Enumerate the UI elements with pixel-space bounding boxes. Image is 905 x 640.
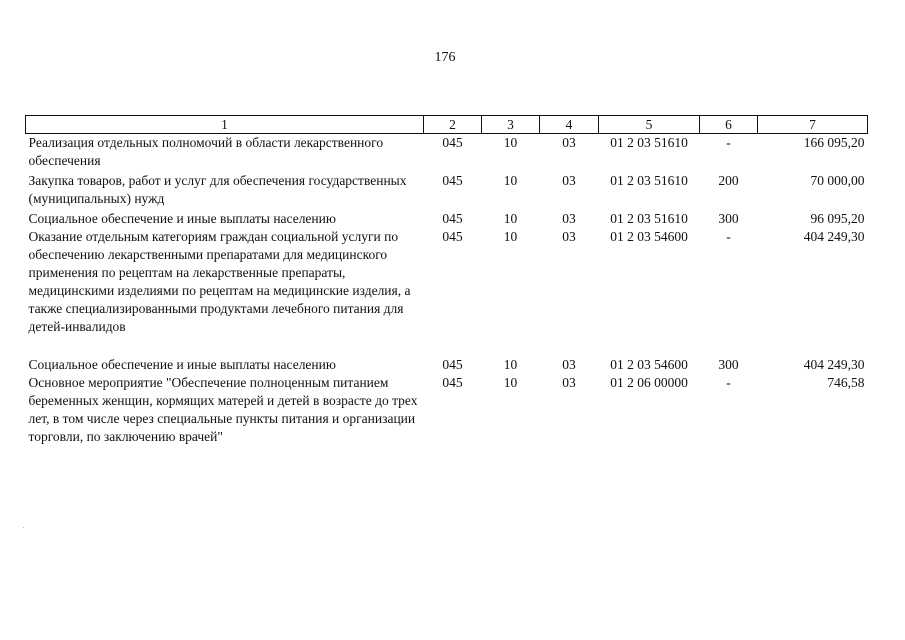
row-col4: 03 xyxy=(562,357,576,372)
row-name: Реализация отдельных полномочий в области лекарственного обеспечения xyxy=(28,135,384,168)
row-name: Закупка товаров, работ и услуг для обеспечения государственных (муниципальных) нужд xyxy=(28,173,407,206)
row-col6: 200 xyxy=(718,173,739,188)
scan-speck xyxy=(23,527,24,528)
row-col5: 01 2 03 54600 xyxy=(610,229,688,244)
row-amount: 746,58 xyxy=(827,375,865,390)
row-col5: 01 2 03 54600 xyxy=(610,357,688,372)
row-name: Оказание отдельным категориям граждан социальной услуги по обеспечению лекарственными препаратами для медицинского применения по рецептам на лекарственные препараты, медицинскими изделиями по рецептам на медицинские изделия, а также специализированными продуктами лечебного питания для детей-инвалидов xyxy=(28,229,411,334)
row-amount: 166 095,20 xyxy=(803,135,865,150)
row-col3: 10 xyxy=(503,357,518,372)
row-col5: 01 2 06 00000 xyxy=(610,375,688,390)
row-col5: 01 2 03 51610 xyxy=(610,211,688,226)
header-col-7: 7 xyxy=(758,116,868,134)
header-col-1: 1 xyxy=(26,116,424,134)
row-col4: 03 xyxy=(562,173,576,188)
row-col6: 300 xyxy=(718,211,739,226)
row-name: Социальное обеспечение и иные выплаты населению xyxy=(28,211,336,226)
row-col6: - xyxy=(726,229,731,244)
row-col3: 10 xyxy=(503,135,518,150)
table-row xyxy=(26,374,868,446)
row-name: Социальное обеспечение и иные выплаты населению xyxy=(28,357,336,372)
header-col-2: 2 xyxy=(424,116,482,134)
row-amount: 404 249,30 xyxy=(803,357,865,372)
budget-table xyxy=(25,115,868,446)
header-col-6: 6 xyxy=(700,116,758,134)
table-row xyxy=(26,134,868,171)
row-col3: 10 xyxy=(503,173,518,188)
row-amount: 70 000,00 xyxy=(810,173,865,188)
table-row xyxy=(26,170,868,208)
table-row xyxy=(26,336,868,374)
table-header-row xyxy=(26,116,868,134)
row-amount: 404 249,30 xyxy=(803,229,865,244)
row-amount: 96 095,20 xyxy=(810,211,865,226)
header-col-5: 5 xyxy=(599,116,700,134)
row-name: Основное мероприятие "Обеспечение полноценным питанием беременных женщин, кормящих матерей и детей в возрасте до трех лет, в том числе через специальные пункты питания и организации торговли, по заключению врачей" xyxy=(28,375,418,444)
row-col3: 10 xyxy=(503,375,518,390)
row-col2: 045 xyxy=(442,135,463,150)
row-col4: 03 xyxy=(562,135,576,150)
row-col2: 045 xyxy=(442,211,463,226)
row-col4: 03 xyxy=(562,229,576,244)
row-col4: 03 xyxy=(562,375,576,390)
row-col5: 01 2 03 51610 xyxy=(610,135,688,150)
row-col6: - xyxy=(726,135,731,150)
header-col-3: 3 xyxy=(482,116,540,134)
row-col4: 03 xyxy=(562,211,576,226)
row-col2: 045 xyxy=(442,375,463,390)
page-number: 176 xyxy=(434,50,456,65)
row-col6: 300 xyxy=(718,357,739,372)
row-col2: 045 xyxy=(442,357,463,372)
row-col3: 10 xyxy=(503,229,518,244)
row-col2: 045 xyxy=(442,173,463,188)
row-col6: - xyxy=(726,375,731,390)
header-col-4: 4 xyxy=(540,116,599,134)
row-col3: 10 xyxy=(503,211,518,226)
table-row xyxy=(26,208,868,228)
row-col5: 01 2 03 51610 xyxy=(610,173,688,188)
table-row xyxy=(26,228,868,336)
row-col2: 045 xyxy=(442,229,463,244)
